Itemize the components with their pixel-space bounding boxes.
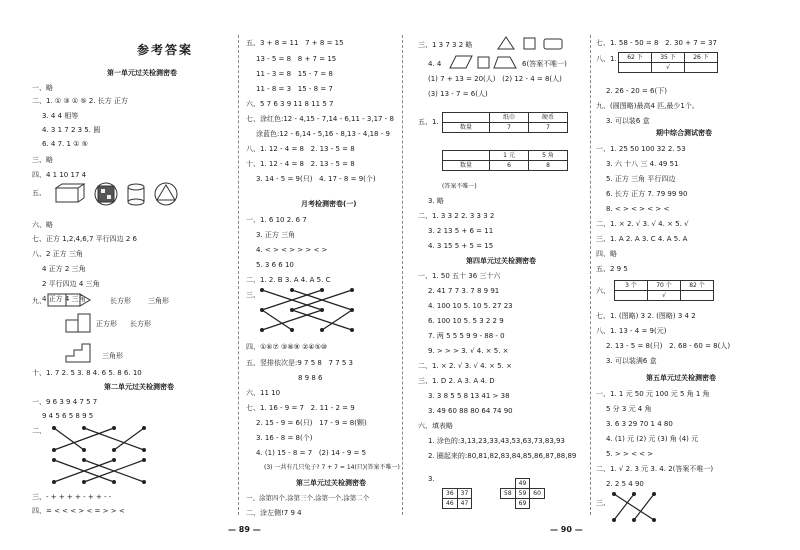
answer-line: (3) 一共有几只兔子? 7 + 7 = 14(只)(答案不唯一)	[264, 464, 400, 471]
answer-line: 三、	[246, 291, 260, 299]
grid-cell: 47	[457, 499, 472, 509]
answer-line: 三、1 3 7 3 2 略	[418, 41, 473, 49]
answer-line: 11 - 3 = 8 15 - 7 = 8	[256, 70, 333, 78]
answer-line: 三角形	[148, 297, 169, 305]
answer-line: 3.	[428, 475, 435, 483]
answer-line: 三、1. A 2. A 3. C 4. A 5. A	[596, 235, 688, 243]
answer-line: 2. 圈起来的:80,81,82,83,84,85,86,87,88,89	[428, 452, 577, 460]
answer-line: 3. 6 3 29 70 1 4 80	[606, 420, 673, 428]
answer-line: 五、	[32, 189, 46, 197]
midterm-title: 期中综合测试密卷	[656, 129, 712, 137]
answer-line: 2. 41 7 7 3. 7 8 9 91	[428, 287, 500, 295]
answer-line: 七、1. (图略) 3 2. (图略) 3 4 2	[596, 312, 696, 320]
page-number-89: — 89 —	[228, 525, 261, 534]
table-cell: 62 下	[619, 53, 652, 63]
answer-line: 3. 49 60 88 80 64 74 90	[428, 407, 513, 415]
composite-shape-1	[46, 292, 106, 308]
right-column-1	[418, 0, 588, 520]
answer-line: 1. 涂色的:3,13,23,33,43,53,63,73,83,93	[428, 437, 565, 445]
answer-line: 八、2 正方 三角	[32, 250, 83, 258]
answer-line: 一、略	[32, 84, 53, 92]
table-cell	[443, 151, 490, 161]
answer-line: 二、1. √ 2. 3 元 3. 4. 2(答案不唯一)	[596, 465, 714, 473]
table-cell: 8	[529, 161, 568, 171]
check-mark: √	[652, 63, 685, 73]
table-yuan-jiao	[442, 150, 568, 171]
answer-line: 七、1. 58 - 50 = 8 2. 30 + 7 = 37	[596, 39, 717, 47]
grid-cell: 59	[515, 489, 530, 499]
answer-line: 8. < > < > < > <	[606, 205, 670, 213]
number-grid-1	[442, 488, 472, 509]
answer-line: 一、9 6 3 9 4 7 5 7	[32, 398, 98, 406]
answer-line: 一、1. 50 五十 36 三十六	[418, 272, 501, 280]
answer-line: 4. (1) 元 (2) 元 (3) 角 (4) 元	[606, 435, 699, 443]
staircase-shape	[64, 338, 104, 364]
answer-line: 七、涂红色:12 - 4,15 - 7,14 - 6,11 - 3,17 - 8	[246, 115, 394, 123]
grid-cell: 46	[443, 499, 458, 509]
answer-line: 5 分 3 元 4 角	[606, 405, 652, 413]
table-cell	[443, 113, 490, 123]
table-cell: 数量	[443, 161, 490, 171]
solid-shapes-drawing	[54, 182, 204, 208]
answer-line: 9. > > > 3. √ 4. × 5. ×	[428, 347, 509, 355]
answer-line: 三、1. D 2. A 3. A 4. D	[418, 377, 495, 385]
monthly-test-title: 月考检测密卷(一)	[301, 200, 357, 208]
answer-line: 长方形	[110, 297, 131, 305]
answer-line: 六、5 7 6 3 9 11 8 11 5 7	[246, 100, 334, 108]
answer-line: 3. 略	[428, 197, 444, 205]
answer-line: 一、1. 1 元 50 元 100 元 5 角 1 角	[596, 390, 710, 398]
answer-line: 十、1. 12 - 4 = 8 2. 13 - 5 = 8	[246, 160, 355, 168]
check-mark: √	[648, 291, 681, 301]
answer-line: 8 9 8 6	[298, 374, 323, 382]
answer-line: 五、1.	[418, 118, 439, 126]
answer-line: 八、1. 12 - 4 = 8 2. 13 - 5 = 8	[246, 145, 355, 153]
answer-line: 3. 14 - 5 = 9(只) 4. 17 - 8 = 9(个)	[256, 175, 376, 183]
answer-line: 2. 2 5 4 90	[606, 480, 644, 488]
table-cell: 26 下	[685, 53, 718, 63]
answer-line: 八、1.	[596, 55, 617, 63]
table-cell: 纸巾	[490, 113, 529, 123]
answer-line: 6. 长方 正方 7. 79 99 90	[606, 190, 688, 198]
right-page	[400, 0, 800, 550]
answer-line: 3. 4 4 相等	[42, 112, 79, 120]
answer-line: 二、涂左侧!7 9 4	[246, 509, 302, 517]
answer-line: 5. 正方 三角 平行四边	[606, 175, 676, 183]
answer-line: 6. 4 7. 1 ① ⑤	[42, 140, 88, 148]
answer-line: 六、11 10	[246, 389, 281, 397]
unit5-title: 第五单元过关检测密卷	[646, 374, 716, 382]
answer-line: 4 正方 2 三角	[42, 265, 86, 273]
table-tissue-coin	[442, 112, 568, 133]
grid-cell: 69	[515, 499, 530, 509]
table-cell: 35 下	[652, 53, 685, 63]
answer-line: 11 - 8 = 3 15 - 8 = 7	[256, 85, 333, 93]
answer-line: 二、1. ① ③ ① ⑤ 2. 长方 正方	[32, 97, 129, 105]
answer-line: 四、4 1 10 17 4	[32, 171, 87, 179]
answer-line: 6. 100 10 5. 5 3 2 2 9	[428, 317, 504, 325]
answer-line: 四、略	[596, 250, 617, 258]
answer-line: 三、- + + + + - + + - -	[32, 493, 112, 501]
answer-line: (答案不唯一)	[442, 183, 477, 190]
answer-line: 三角形	[102, 352, 123, 360]
item-count-table	[614, 280, 714, 301]
answer-line: 长方形	[130, 320, 151, 328]
answer-line: 3. 2 13 5 + 6 = 11	[428, 227, 494, 235]
answer-line: 五、竖排依次是:9 7 5 8 7 7 5 3	[246, 359, 354, 367]
answer-line: 四、①⑥⑦ ③⑧⑨ ②④⑤⑩	[246, 343, 328, 351]
table-cell: 7	[490, 123, 529, 133]
answer-line: 二、1. 3 3 2 2. 3 3 3 2	[418, 212, 495, 220]
answer-line: 4. (1) 15 - 8 = 7 (2) 14 - 9 = 5	[256, 449, 367, 457]
grid-cell: 37	[457, 489, 472, 499]
unit2-title: 第二单元过关检测密卷	[104, 383, 174, 391]
answer-line: 二、1. 2. B 3. A 4. A 5. C	[246, 276, 331, 284]
table-cell: 82 个	[681, 281, 714, 291]
answer-line: 三、	[596, 499, 610, 507]
answer-line: (1) 7 + 13 = 20(人) (2) 12 - 4 = 8(人)	[428, 75, 562, 83]
unit4-title: 第四单元过关检测密卷	[466, 257, 536, 265]
table-cell: 数量	[443, 123, 490, 133]
answer-line: 七、1. 16 - 9 = 7 2. 11 - 2 = 9	[246, 404, 355, 412]
table-cell: 6	[490, 161, 529, 171]
answer-line: 三、略	[32, 156, 53, 164]
answer-line: 2. 13 - 5 = 8(只) 2. 68 - 60 = 8(人)	[606, 342, 731, 350]
shapes-drawing-triangle-square	[496, 35, 576, 51]
answer-line: 五、2 9 5	[596, 265, 628, 273]
unit3-title: 第三单元过关检测密卷	[296, 479, 366, 487]
answer-line: 3. 16 - 8 = 8(个)	[256, 434, 313, 442]
answer-line: 涂蓝色:12 - 6,14 - 5,16 - 8,13 - 4,18 - 9	[256, 130, 390, 138]
column-divider	[238, 35, 239, 515]
left-column-2	[246, 0, 400, 520]
jump-rope-table	[618, 52, 718, 73]
answer-line: 八、1. 13 - 4 = 9(元)	[596, 327, 667, 335]
grid-cell: 60	[530, 489, 545, 499]
answer-line: 7. 两 5 5 5 9 9 - 88 - 0	[428, 332, 505, 340]
answer-line: 一、1. 25 50 100 32 2. 53	[596, 145, 686, 153]
answer-line: 九、	[32, 297, 46, 305]
answer-line: 3. 六 十八 三 4. 49 51	[606, 160, 679, 168]
answer-line: 二、1. × 2. √ 3. √ 4. × 5. √	[596, 220, 689, 228]
answer-line: 4. 3 15 5 + 5 = 15	[428, 242, 494, 250]
answer-line: 一、涂第四个,涂第三个,涂第一个,涂第二个	[246, 494, 370, 502]
answer-line: 六、	[596, 287, 610, 295]
answer-line: 一、1. 6 10 2. 6 7	[246, 216, 307, 224]
answer-line: 2. 26 - 20 = 6(下)	[606, 87, 667, 95]
table-cell: 硬币	[529, 113, 568, 123]
left-column-1	[22, 0, 222, 520]
answer-line: 4. 4	[428, 60, 442, 68]
table-cell: 5 角	[529, 151, 568, 161]
answer-line: (3) 13 - 7 = 6(人)	[428, 90, 488, 98]
answer-line: 4. 100 10 5. 10 5. 27 23	[428, 302, 513, 310]
answer-line: 正方形	[96, 320, 117, 328]
number-grid-2	[500, 478, 545, 509]
answer-line: 3. 可以装满6 盒	[606, 357, 657, 365]
answer-line: 5. 3 6 6 10	[256, 261, 294, 269]
shapes-drawing-parallelogram	[450, 54, 520, 70]
table-cell: 1 元	[490, 151, 529, 161]
answer-line: 3. 3 8 5 5 8 13 41 > 38	[428, 392, 510, 400]
grid-cell: 58	[501, 489, 516, 499]
answer-line: 4 正方 4 三角	[42, 295, 86, 303]
grid-cell: 49	[515, 479, 530, 489]
answer-line: 六、填表略	[418, 422, 453, 430]
answer-line: 3. 可以装6 盒	[606, 117, 650, 125]
matching-lines-drawing-3	[610, 490, 670, 526]
answer-key-title: 参考答案	[137, 43, 194, 57]
answer-line: 2 平行四边 4 三角	[42, 280, 100, 288]
column-divider	[590, 35, 591, 515]
answer-line: 3. 正方 三角	[256, 231, 296, 239]
table-cell: 7	[529, 123, 568, 133]
page-number-90: — 90 —	[550, 525, 583, 534]
unit1-title: 第一单元过关检测密卷	[107, 69, 177, 77]
answer-line: 13 - 5 = 8 8 + 7 = 15	[256, 55, 337, 63]
answer-line: 五、3 + 8 = 11 7 + 8 = 15	[246, 39, 344, 47]
table-cell: 3 个	[615, 281, 648, 291]
answer-line: 四、= < < < > < = > > <	[32, 507, 125, 515]
table-cell: 70 个	[648, 281, 681, 291]
answer-line: 七、正方 1,2,4,6,7 平行四边 2 6	[32, 235, 137, 243]
answer-line: 2. 15 - 9 = 6(只) 17 - 9 = 8(颗)	[256, 419, 367, 427]
answer-line: 二、1. × 2. √ 3. √ 4. × 5. ×	[418, 362, 512, 370]
grid-cell: 36	[443, 489, 458, 499]
right-column-2	[596, 0, 786, 520]
answer-line: 9 4 5 6 5 8 9 5	[42, 412, 94, 420]
answer-line: 九、(圆图略)最高4 匹,最少1个。	[596, 102, 699, 110]
answer-line: 4. < > < > > > < >	[256, 246, 328, 254]
matching-lines-drawing	[48, 424, 168, 486]
answer-line: 二、	[32, 427, 46, 435]
matching-lines-drawing-2	[258, 286, 378, 336]
answer-line: 6(答案不唯一)	[522, 60, 567, 68]
answer-line: 4. 3 1 7 2 3 5. 圆	[42, 126, 101, 134]
answer-line: 六、略	[32, 221, 53, 229]
answer-line: 5. > > < < >	[606, 450, 654, 458]
answer-line: 十、1. 7 2. 5 3. 8 4. 6 5. 8 6. 10	[32, 369, 142, 377]
